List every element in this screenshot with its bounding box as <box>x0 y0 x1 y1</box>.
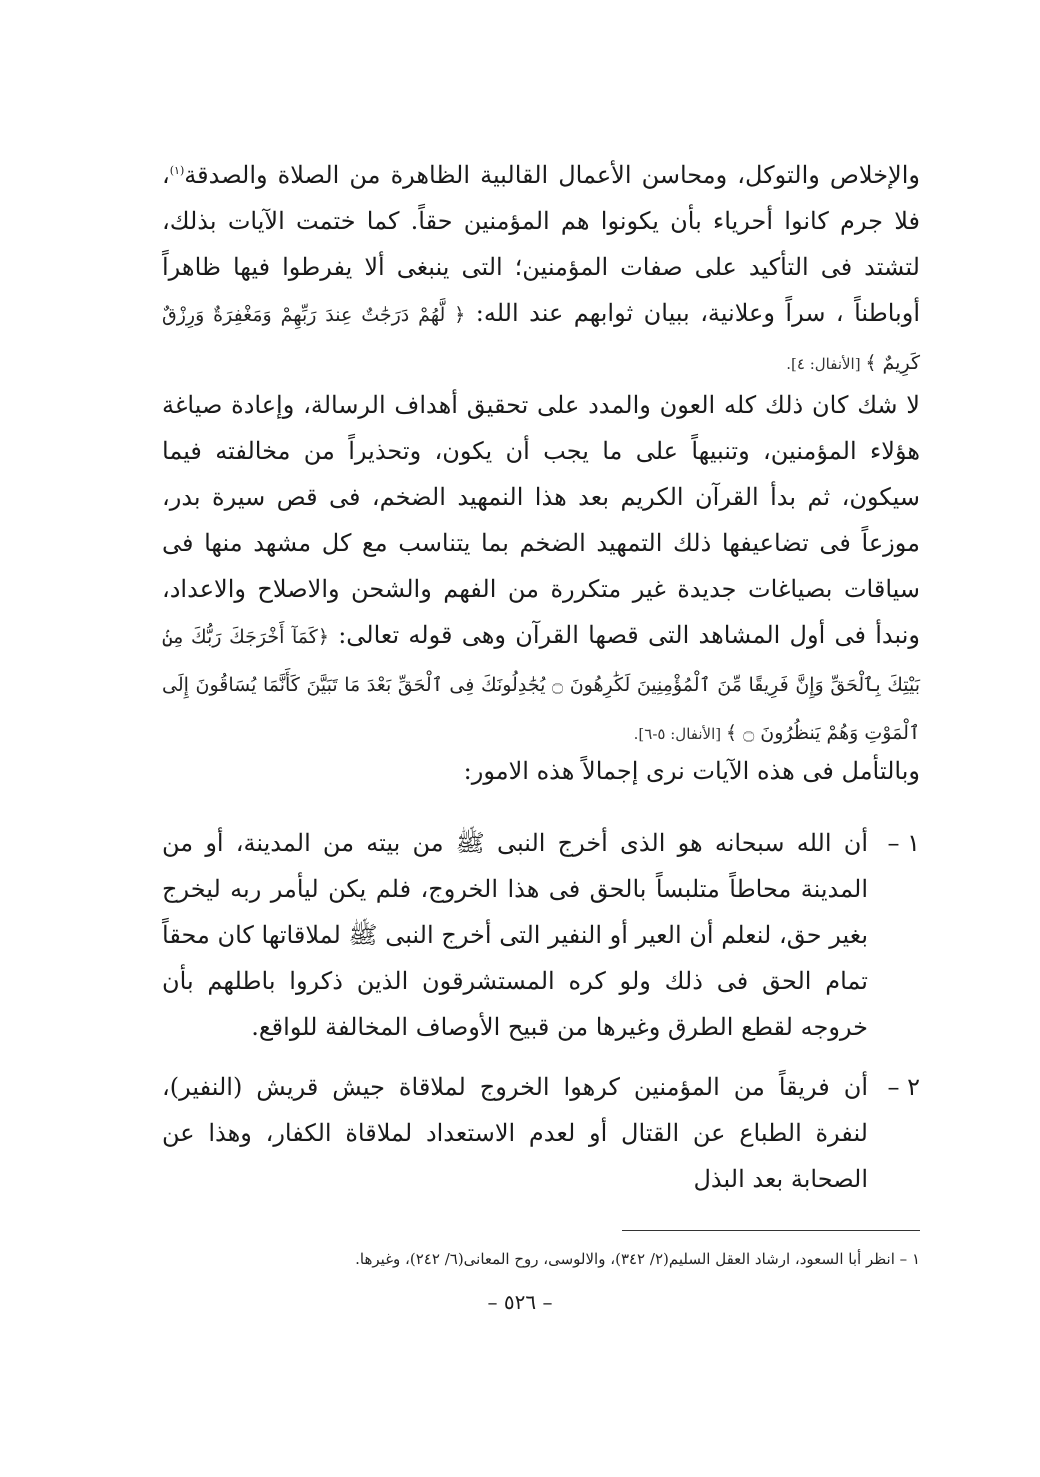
list-item-text: أن فريقاً من المؤمنين كرهوا الخروج لملاقاة جيش قريش (النفير)، لنفرة الطباع عن القتال أو لعدم الاستعداد لملاقاة الكفار، وهذا عن الصحابة بعد البذل <box>162 1073 868 1193</box>
list-item-number: ٢ – <box>887 1073 920 1101</box>
paragraph-1-text-continued: ، فلا جرم كانوا أحرياء بأن يكونوا هم المؤمنين حقاً. كما ختمت الآيات بذلك، لتشتد فى التأكيد على صفات المؤمنين؛ التى ينبغى ألا يفرطوا فيها ظاهراً أوباطناً ، سراً وعلانية، ببيان ثوابهم عند الله: <box>162 161 920 327</box>
paragraph-1 <box>162 148 920 387</box>
verse-reference: [الأنفال: ٤]. <box>786 355 866 373</box>
verse-reference: [الأنفال: ٥-٦]. <box>633 725 726 743</box>
footnote-separator <box>622 1230 920 1231</box>
quran-verse-anfal-4: ﴿ لَّهُمْ دَرَجَٰتٌ عِندَ رَبِّهِمْ وَمَغْفِرَةٌ وَرِزْقٌ كَرِيمٌ ﴾ <box>162 304 920 374</box>
paragraph-3 <box>162 748 920 794</box>
list-item-text: أن الله سبحانه هو الذى أخرج النبى ﷺ من بيته من المدينة، أو من المدينة محاطاً متلبساً بالحق فى هذا الخروج، فلم يكن ليأمر ربه ليخرج بغير حق، لنعلم أن العير أو النفير التى أخرج النبى ﷺ لملاقاتها كان محقاً تمام الحق فى ذلك ولو كره المستشرقون الذين ذكروا باطلهم بأن خروجه لقطع الطرق وغيرها من قبيح الأوصاف المخالفة للواقع. <box>162 829 869 1041</box>
paragraph-2-text: لا شك كان ذلك كله العون والمدد على تحقيق أهداف الرسالة، وإعادة صياغة هؤلاء المؤمنين، وتنبيهاً على ما يجب أن يكون، وتحذيراً من مخالفته فيما سيكون، ثم بدأ القرآن الكريم بعد هذا النمهيد الضخم، فى قص سيرة بدر، موزعاً فى تضاعيفها ذلك التمهيد الضخم بما يتناسب مع كل مشهد منها فى سياقات بصياغات جديدة غير متكررة من الفهم والشحن والاصلاح والاعداد، ونبدأ فى أول المشاهد التى قصها القرآن وهى قوله تعالى: <box>162 391 920 649</box>
paragraph-2 <box>162 382 920 757</box>
footnote: ١ – انظر أبا السعود، ارشاد العقل السليم(٢/ ٣٤٢)، والالوسى، روح المعانى(٦/ ٢٤٢)، وغيرها. <box>355 1250 920 1268</box>
list-item <box>162 1064 920 1202</box>
paragraph-1-text: والإخلاص والتوكل، ومحاسن الأعمال القالبية الظاهرة من الصلاة والصدقة <box>184 161 920 189</box>
paragraph-3-text: وبالتأمل فى هذه الآيات نرى إجمالاً هذه الامور: <box>463 757 920 785</box>
list-item <box>162 820 920 1050</box>
page-number: – ٥٢٦ – <box>487 1290 553 1314</box>
list-item-number: ١ – <box>887 829 920 857</box>
quran-verse-anfal-5-6: ﴿كَمَآ أَخْرَجَكَ رَبُّكَ مِنۢ بَيْتِكَ بِٱلْحَقِّ وَإِنَّ فَرِيقًا مِّنَ ٱلْمُؤْمِنِينَ لَكَٰرِهُونَ ۝ يُجَٰدِلُونَكَ فِى ٱلْحَقِّ بَعْدَ مَا تَبَيَّنَ كَأَنَّمَا يُسَاقُونَ إِلَى ٱلْمَوْتِ وَهُمْ يَنظُرُونَ ۝ ﴾ <box>162 626 920 744</box>
footnote-reference: (١) <box>169 164 185 177</box>
numbered-list <box>162 820 920 1216</box>
